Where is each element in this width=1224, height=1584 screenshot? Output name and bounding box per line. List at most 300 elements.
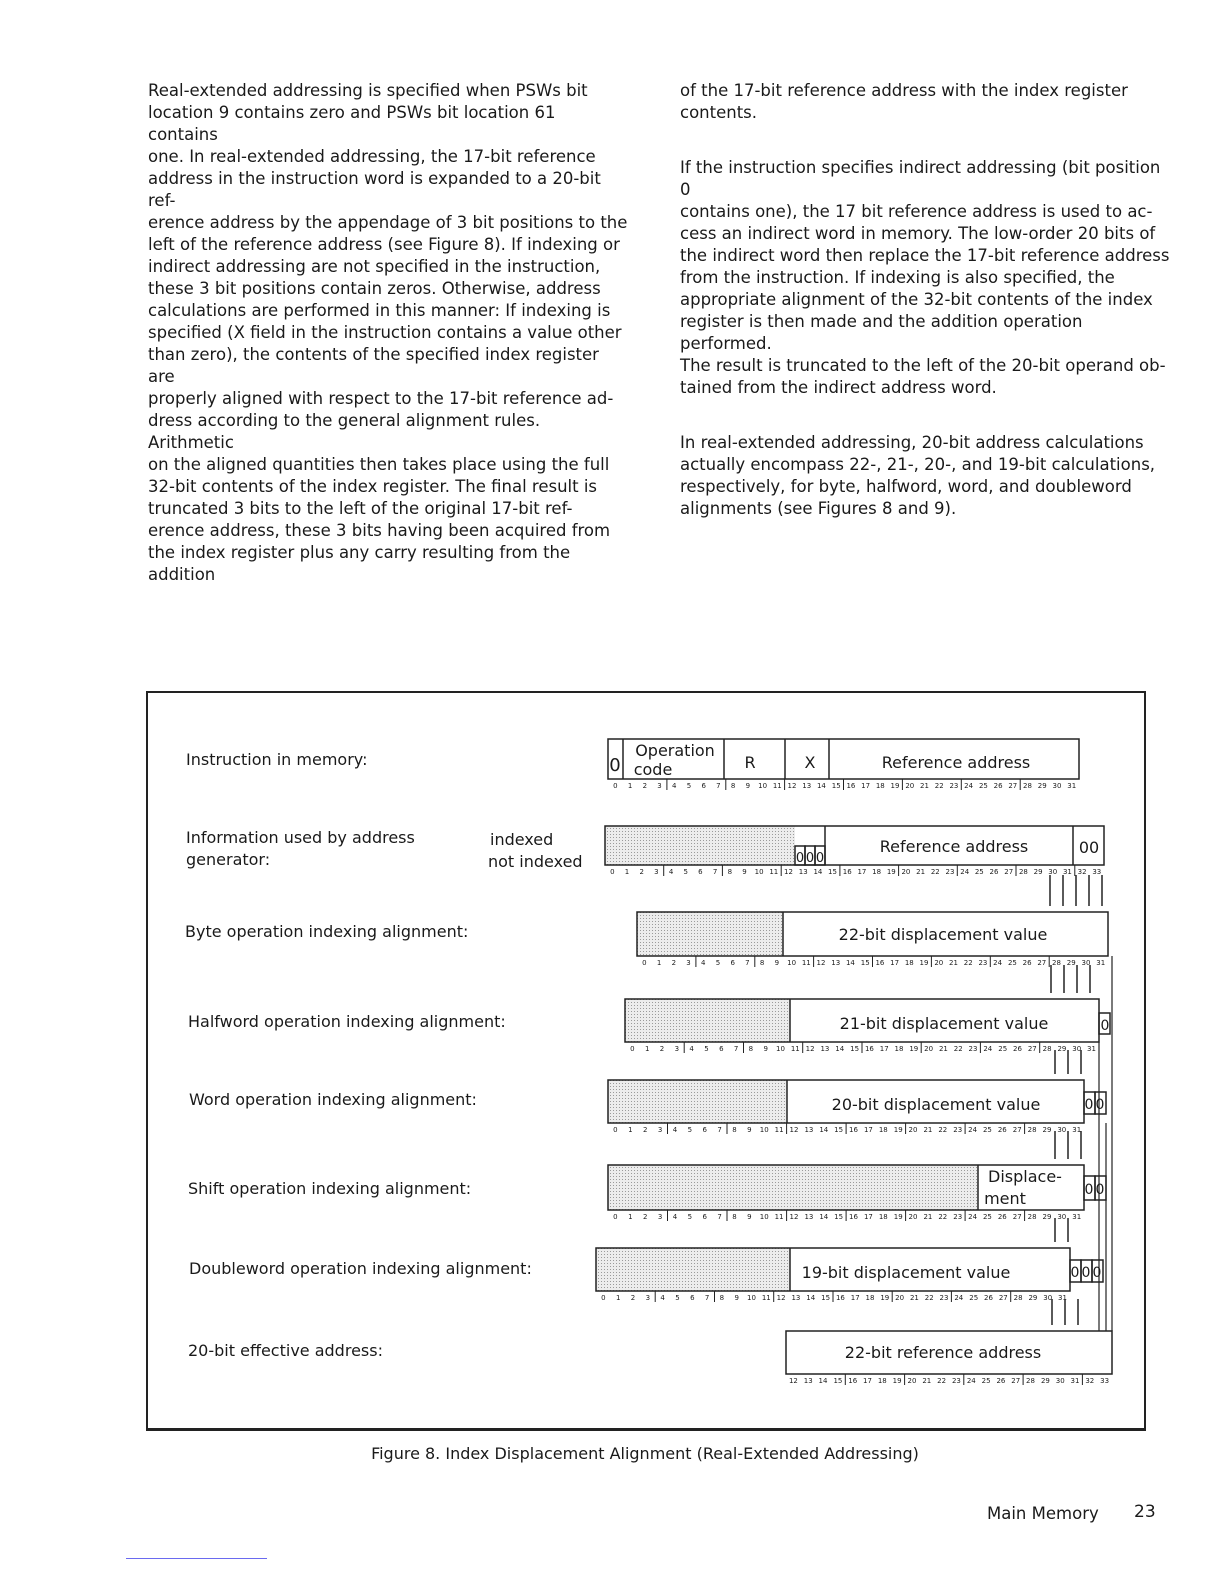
bit-number: 5 [687,1213,693,1221]
bit-number: 10 [776,1045,785,1053]
generator-bit-scale [610,865,1101,876]
r-field-label: R [744,753,756,772]
bit-number: 29 [1040,1377,1050,1385]
bit-number: 17 [857,868,867,876]
bit-number: 0 [601,1294,606,1302]
bit-number: 25 [1007,959,1017,967]
bit-number: 1 [627,782,633,790]
bit-number: 27 [1027,1045,1037,1053]
bit-number: 3 [657,1213,663,1221]
bit-number: 13 [798,868,808,876]
bit-number: 3 [645,1294,651,1302]
label-indexed: indexed [490,830,554,849]
bit-number: 18 [875,782,885,790]
bit-number: 0 [613,1213,618,1221]
right-paragraph-3: In real-extended addressing, 20-bit address calculations actually encompass 22-, 21-, 20-, and 19-bit calculations, respectively, for byte, halfword, word, and doubleword alignments (see Figures 8 and 9). [680,433,1156,518]
bit-number: 21 [916,868,926,876]
generator-zero-2: 0 [805,851,815,866]
bit-number: 3 [654,868,659,876]
bit-number: 26 [996,1377,1006,1385]
bit-number: 30 [1072,1045,1082,1053]
bit-number: 2 [642,782,648,790]
bit-number: 1 [644,1045,650,1053]
bit-number: 28 [1023,782,1032,790]
bit-number: 5 [683,868,688,876]
bit-number: 15 [831,782,841,790]
bit-number: 19 [893,1126,903,1134]
bit-number: 31 [1062,868,1072,876]
right-text-column [680,80,1170,553]
bit-number: 16 [849,1126,858,1134]
halfword-bit-scale [630,1042,1096,1053]
bit-number: 13 [820,1045,830,1053]
bit-number: 30 [1043,1294,1053,1302]
bit-number: 12 [805,1045,815,1053]
bit-number: 19 [880,1294,890,1302]
bit-number: 29 [1033,868,1043,876]
bit-number: 0 [613,782,618,790]
bit-number: 1 [615,1294,621,1302]
bit-number: 13 [802,782,812,790]
bit-number: 2 [642,1126,648,1134]
doubleword-bit-scale [601,1291,1067,1302]
word-zero-bit-1: 0 [1084,1097,1094,1113]
bit-number: 6 [701,782,706,790]
label-not-indexed: not indexed [488,852,583,871]
bit-number: 24 [954,1294,964,1302]
bit-number: 17 [879,1045,889,1053]
bit-number: 12 [776,1294,786,1302]
bit-number: 6 [702,1213,707,1221]
bit-number: 32 [1085,1377,1095,1385]
bit-number: 19 [893,1213,903,1221]
bit-number: 21 [938,1045,948,1053]
bit-number: 30 [1057,1126,1067,1134]
bit-number: 24 [960,868,970,876]
bit-number: 1 [628,1213,633,1221]
bit-number: 4 [668,868,674,876]
bit-number: 21 [949,959,958,967]
bit-number: 7 [733,1045,739,1053]
bit-number: 15 [828,868,837,876]
bit-number: 23 [968,1045,978,1053]
bit-number: 9 [745,782,751,790]
bit-number: 26 [997,1213,1007,1221]
bit-number: 17 [863,1126,873,1134]
bit-number: 24 [964,782,974,790]
bit-number: 18 [877,1377,887,1385]
halfword-displacement-label: 21-bit displacement value [839,1014,1049,1033]
shift-zero-bit-2: 0 [1095,1182,1105,1198]
bit-number: 14 [845,959,855,967]
bit-number: 8 [727,868,733,876]
bit-number: 22 [924,1294,934,1302]
bit-number: 12 [816,959,826,967]
bit-number: 2 [659,1045,665,1053]
bit-number: 29 [1057,1045,1067,1053]
bit-number: 22 [937,1377,947,1385]
bit-number: 8 [719,1294,725,1302]
word-zero-bit-2: 0 [1095,1097,1105,1113]
bit-number: 13 [804,1213,814,1221]
bit-number: 22 [953,1045,963,1053]
bit-number: 28 [1027,1126,1037,1134]
bit-number: 31 [1087,1045,1096,1053]
bit-number: 20 [924,1045,934,1053]
bit-number: 31 [1058,1294,1067,1302]
figure-caption: Figure 8. Index Displacement Alignment (Real-Extended Addressing) [371,1444,919,1463]
bit-number: 27 [1008,782,1018,790]
footer-page-number: 23 [1134,1502,1156,1522]
bit-number: 10 [787,959,797,967]
bit-number: 3 [674,1045,680,1053]
bit-number: 20 [895,1294,905,1302]
bit-number: 25 [978,782,988,790]
bit-number: 26 [993,782,1003,790]
bit-number: 11 [790,1045,800,1053]
bit-number: 6 [690,1294,695,1302]
bit-number: 1 [628,1126,633,1134]
bit-number: 0 [630,1045,635,1053]
bit-number: 2 [639,868,644,876]
bit-number: 29 [1042,1213,1052,1221]
bit-number: 5 [687,1126,693,1134]
opcode-label-line1: Operation [635,741,715,760]
effective-bit-scale [789,1374,1109,1385]
bit-number: 7 [704,1294,710,1302]
bit-number: 3 [686,959,691,967]
bit-number: 6 [698,868,703,876]
bit-number: 23 [939,1294,949,1302]
bit-number: 19 [886,868,896,876]
bit-number: 18 [865,1294,875,1302]
footer-section-title: Main Memory [987,1504,1099,1523]
bit-number: 25 [998,1045,1008,1053]
bit-number: 27 [1011,1377,1021,1385]
bit-number: 21 [922,1377,932,1385]
bit-number: 14 [813,868,823,876]
generator-shaded-field [605,826,795,865]
bit-number: 27 [1037,959,1047,967]
bit-number: 11 [774,1126,784,1134]
bit-number: 4 [660,1294,665,1302]
bit-number: 16 [846,782,856,790]
bit-number: 4 [700,959,706,967]
word-displacement-label: 20-bit displacement value [831,1095,1041,1114]
right-paragraph-1: of the 17-bit reference address with the index register contents. [680,81,1128,122]
bit-number: 19 [909,1045,919,1053]
bit-number: 8 [730,782,736,790]
bit-number: 15 [834,1126,844,1134]
bit-number: 9 [747,1126,752,1134]
bit-number: 26 [997,1126,1007,1134]
doubleword-displacement-label: 19-bit displacement value [801,1263,1011,1282]
bit-number: 31 [1067,782,1077,790]
bit-number: 5 [704,1045,709,1053]
right-paragraph-2: If the instruction specifies indirect addressing (bit position 0 contains one), the 17 bit reference address is used to ac- cess an indirect word in memory. The low-order 20 bits of the indirect word then replace the 17-bit reference address from the instruction. If indexing is also specified, the appropriate alignment of the 32-bit contents of the index register is then made and the addition operation performed. The result is truncated to the left of the 20-bit operand ob- tained from the indirect address word. [680,158,1170,397]
bit-number: 1 [656,959,662,967]
bit-number: 11 [774,1213,784,1221]
bit-number: 9 [734,1294,739,1302]
bit-number: 24 [983,1045,993,1053]
bit-number: 20 [901,868,911,876]
bit-number: 6 [719,1045,724,1053]
alignment-diagram-svg [148,693,1148,1433]
label-instruction: Instruction in memory: [186,750,368,769]
bit-number: 4 [671,782,677,790]
bit-number: 16 [842,868,852,876]
bit-number: 30 [1052,782,1062,790]
bit-number: 31 [1072,1213,1082,1221]
label-effective-address: 20-bit effective address: [188,1341,383,1360]
bit-number: 10 [754,868,764,876]
bit-number: 27 [998,1294,1008,1302]
bit-number: 8 [732,1213,737,1221]
bit-number: 6 [730,959,735,967]
bit-number: 26 [989,868,999,876]
bit-number: 28 [1052,959,1061,967]
halfword-zero-bit: 0 [1100,1018,1110,1034]
bit-number: 25 [974,868,984,876]
bit-number: 21 [923,1126,933,1134]
bit-number: 10 [759,1126,769,1134]
bit-number: 22 [938,1126,948,1134]
bit-number: 26 [1022,959,1032,967]
generator-double-zero: 00 [1078,838,1100,857]
bit-number: 33 [1092,868,1102,876]
effective-reference-address-label: 22-bit reference address [844,1343,1042,1362]
indirect-bit-zero: 0 [609,755,621,776]
bit-number: 28 [1013,1294,1023,1302]
bit-number: 27 [1012,1213,1022,1221]
generator-zero-3: 0 [815,851,825,866]
bit-number: 19 [890,782,900,790]
bit-number: 11 [801,959,811,967]
label-halfword-alignment: Halfword operation indexing alignment: [188,1012,506,1031]
bit-number: 16 [835,1294,845,1302]
bit-number: 15 [860,959,870,967]
label-word-alignment: Word operation indexing alignment: [189,1090,477,1109]
bit-number: 11 [769,868,779,876]
bit-number: 2 [671,959,677,967]
bit-number: 22 [938,1213,948,1221]
label-info-line1: Information used by address [186,828,415,847]
generator-reference-address-label: Reference address [879,837,1029,856]
bit-number: 26 [1013,1045,1022,1053]
bit-number: 26 [984,1294,993,1302]
bit-number: 23 [978,959,988,967]
bit-number: 8 [748,1045,754,1053]
bit-number: 4 [672,1213,678,1221]
bit-number: 4 [689,1045,694,1053]
bit-number: 29 [1028,1294,1038,1302]
label-doubleword-alignment: Doubleword operation indexing alignment: [189,1259,532,1278]
bit-number: 12 [784,868,793,876]
bit-number: 11 [772,782,782,790]
bit-number: 28 [1026,1377,1035,1385]
bit-number: 23 [951,1377,961,1385]
bit-number: 9 [747,1213,752,1221]
bit-number: 8 [732,1126,737,1134]
bit-number: 22 [963,959,973,967]
bit-number: 16 [848,1377,858,1385]
bit-number: 21 [923,1213,933,1221]
bit-number: 19 [919,959,929,967]
bit-number: 19 [892,1377,902,1385]
generator-zero-1: 0 [795,851,805,866]
bit-number: 20 [908,1213,918,1221]
shift-zero-bit-1: 0 [1084,1182,1094,1198]
byte-bit-scale [642,956,1105,967]
bit-number: 0 [613,1126,618,1134]
opcode-label-line2: code [633,760,673,779]
bit-number: 0 [610,868,615,876]
bit-number: 16 [864,1045,874,1053]
bit-number: 28 [1042,1045,1052,1053]
bit-number: 30 [1055,1377,1065,1385]
bit-number: 22 [934,782,944,790]
label-shift-alignment: Shift operation indexing alignment: [188,1179,472,1198]
bit-number: 23 [953,1126,963,1134]
bit-number: 25 [982,1213,992,1221]
bit-number: 20 [934,959,944,967]
bit-number: 7 [717,1126,722,1134]
bit-number: 7 [712,868,718,876]
bit-number: 31 [1096,959,1106,967]
bit-number: 12 [787,782,797,790]
bit-number: 20 [908,1126,918,1134]
bit-number: 16 [875,959,885,967]
bit-number: 30 [1048,868,1058,876]
bit-number: 18 [894,1045,904,1053]
bit-number: 16 [849,1213,858,1221]
reference-address-label: Reference address [881,753,1031,772]
bit-number: 0 [642,959,647,967]
bit-number: 8 [759,959,765,967]
bit-number: 31 [1070,1377,1080,1385]
bit-number: 21 [920,782,929,790]
bit-number: 6 [702,1126,707,1134]
bit-number: 24 [966,1377,976,1385]
bit-number: 12 [788,1377,798,1385]
shift-displacement-label-line1: Displace- [988,1167,1062,1186]
bit-number: 7 [716,782,721,790]
bit-number: 15 [850,1045,860,1053]
bit-number: 18 [872,868,882,876]
label-info-line2: generator: [186,850,271,869]
doubleword-zero-bit-2: 0 [1081,1265,1091,1281]
doubleword-zero-bit-1: 0 [1070,1265,1080,1281]
bit-number: 13 [804,1126,814,1134]
bit-number: 24 [968,1126,978,1134]
bit-number: 14 [818,1377,828,1385]
bit-number: 29 [1042,1126,1052,1134]
bit-number: 32 [1077,868,1087,876]
bit-number: 10 [758,782,768,790]
bit-number: 29 [1037,782,1047,790]
bit-number: 13 [831,959,841,967]
shift-bit-scale [613,1210,1081,1221]
bit-number: 3 [657,782,662,790]
bit-number: 15 [833,1377,843,1385]
left-paragraph: Real-extended addressing is specified when PSWs bit location 9 contains zero and PSWs bit location 61 contains one. In real-extended addressing, the 17-bit reference address in the instruction word is expanded to a 20-bit ref- erence address by the appendage of 3 bit positions to the left of the reference address (see Figure 8). If indexing or indirect addressing are not specified in the instruction, these 3 bit positions contain zeros. Otherwise, address calculations are performed in this manner: If indexing is specified (X field in the instruction contains a value other than zero), the contents of the specified index register are properly aligned with respect to the 17-bit reference ad- dress according to the general alignment rules. Arithmetic on the aligned quantities then takes place using the full 32-bit contents of the index register. The final result is truncated 3 bits to the left of the original 17-bit ref- erence address, these 3 bits having been acquired from the index register plus any carry resulting from the addition [148,81,628,584]
bit-number: 2 [642,1213,648,1221]
bit-number: 29 [1066,959,1076,967]
bit-number: 15 [834,1213,844,1221]
bit-number: 5 [686,782,692,790]
bit-number: 25 [982,1126,992,1134]
bit-number: 22 [930,868,940,876]
bit-number: 30 [1057,1213,1067,1221]
bit-number: 25 [969,1294,979,1302]
bit-number: 2 [630,1294,636,1302]
bit-number: 14 [806,1294,816,1302]
bit-number: 20 [905,782,915,790]
bit-number: 23 [945,868,955,876]
bit-number: 27 [1004,868,1014,876]
bit-number: 31 [1072,1126,1082,1134]
bit-number: 3 [657,1126,663,1134]
bit-number: 7 [717,1213,722,1221]
bit-number: 9 [763,1045,768,1053]
bit-number: 12 [789,1126,799,1134]
bit-number: 1 [624,868,630,876]
bit-number: 12 [789,1213,799,1221]
figure-8-diagram [146,691,1146,1431]
doubleword-zero-bit-3: 0 [1092,1265,1102,1281]
bit-number: 17 [850,1294,860,1302]
bit-number: 11 [761,1294,771,1302]
bit-number: 14 [819,1126,829,1134]
bit-number: 17 [861,782,871,790]
bit-number: 17 [863,1377,872,1385]
bit-number: 17 [863,1213,873,1221]
byte-displacement-label: 22-bit displacement value [838,925,1048,944]
bit-number: 10 [759,1213,769,1221]
bit-number: 18 [904,959,914,967]
bit-number: 14 [835,1045,845,1053]
bit-number: 28 [1018,868,1028,876]
instruction-bit-scale [613,779,1076,790]
label-byte-alignment: Byte operation indexing alignment: [185,922,469,941]
bit-number: 9 [742,868,747,876]
bit-number: 21 [909,1294,919,1302]
bit-number: 5 [675,1294,680,1302]
footer-rule [126,1558,267,1559]
bit-number: 23 [953,1213,963,1221]
bit-number: 5 [715,959,721,967]
bit-number: 13 [791,1294,801,1302]
bit-number: 28 [1027,1213,1037,1221]
bit-number: 17 [890,959,900,967]
bit-number: 14 [819,1213,829,1221]
bit-number: 13 [803,1377,813,1385]
bit-number: 18 [878,1213,888,1221]
bit-number: 33 [1100,1377,1110,1385]
left-text-column [148,80,628,619]
shift-displacement-label-line2: ment [984,1189,1026,1208]
bit-number: 30 [1081,959,1091,967]
bit-number: 24 [968,1213,978,1221]
bit-number: 25 [981,1377,991,1385]
bit-number: 18 [878,1126,888,1134]
bit-number: 23 [949,782,959,790]
bit-number: 14 [816,782,826,790]
bit-number: 24 [993,959,1003,967]
bit-number: 27 [1012,1126,1022,1134]
bit-number: 7 [745,959,750,967]
word-bit-scale [613,1123,1081,1134]
